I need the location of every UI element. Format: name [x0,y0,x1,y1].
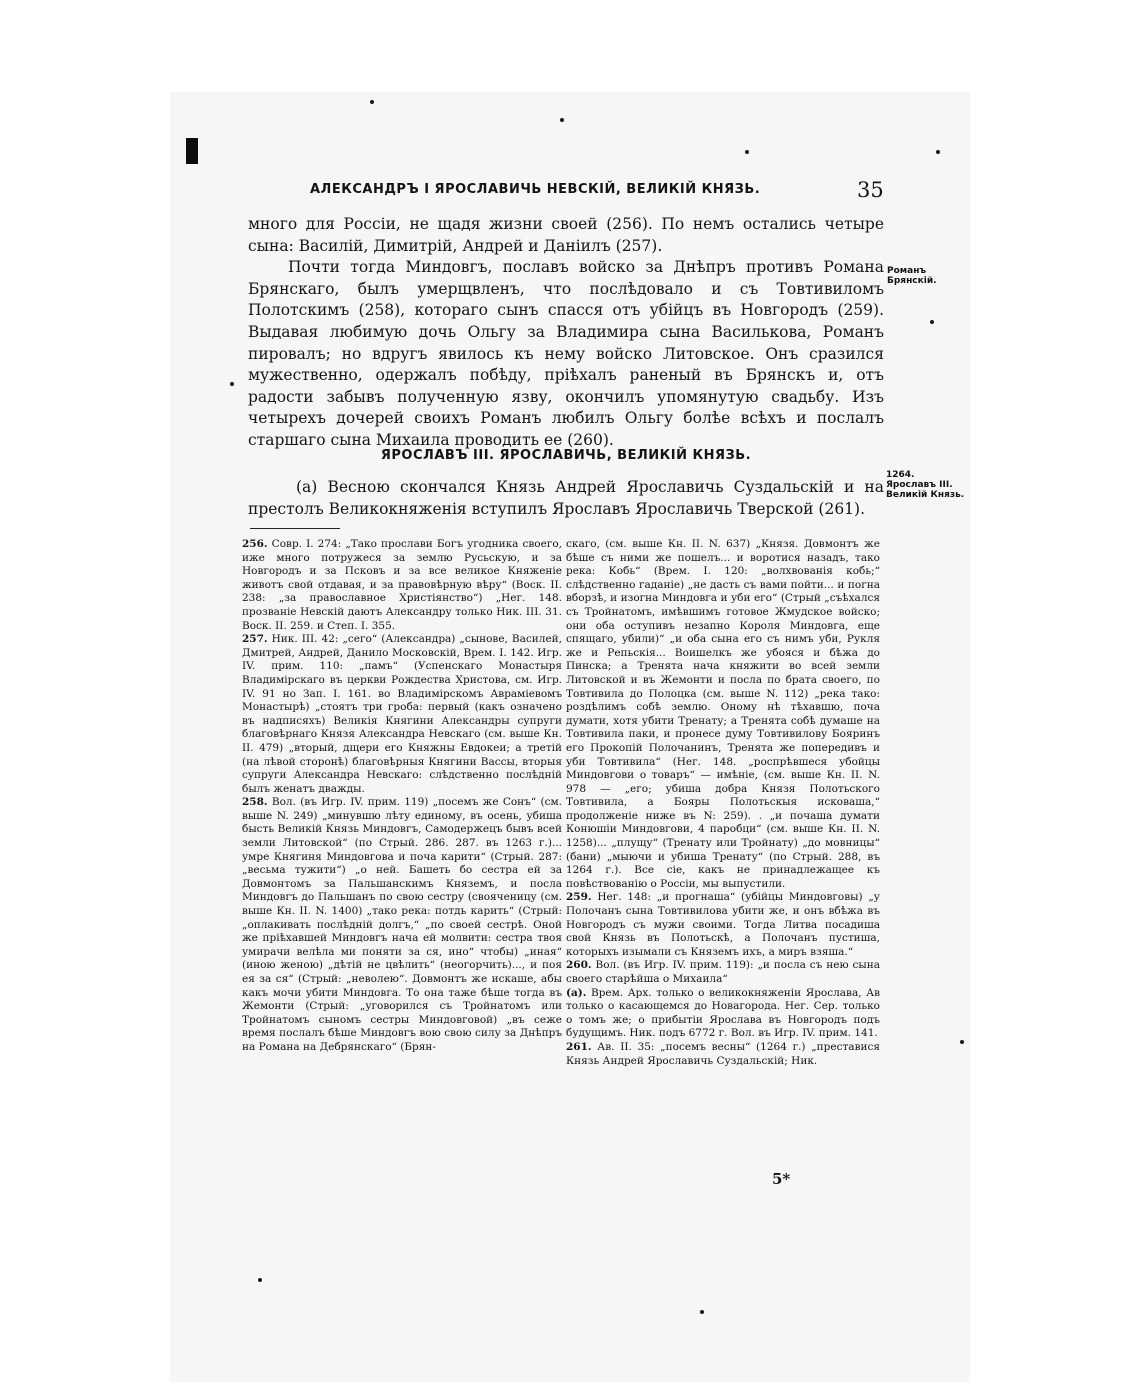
footnote [566,891,880,959]
footnote [566,538,880,891]
footnote [566,959,880,986]
footnote [566,987,880,1041]
running-title: АЛЕКСАНДРЪ I ЯРОСЛАВИЧЬ НЕВСКІЙ, ВЕЛИКІЙ КНЯЗЬ. [310,182,761,197]
footnotes-right-column [566,538,880,1068]
scan-speck [258,1278,262,1282]
footnote-text: Нег. 148: „и прогнаша“ (убійцы Миндовговы) „у Полочанъ сына Товтивилова убити же, и онъ вбѣжа въ Новгородъ съ мужи своими. Тогда Литва посадиша свой Князь въ Полотьскѣ, а Полочанъ пустиша, которыхъ изымали съ Княземъ ихъ, а миръ взяша.“ [566,891,880,958]
footnote-text: Врем. Арх. только о великокняженіи Ярослава, Ав только о касающемся до Новагорода. Нег. Сер. только о томъ же; о прибытіи Ярослава въ Новгородъ подъ будущимъ. Ник. подъ 6772 г. Вол. въ Игр. IV. прим. 141. [566,986,880,1040]
footnote-number: 259. [566,891,592,904]
scan-speck [370,100,374,104]
footnote-text: Вол. (въ Игр. IV. прим. 119) „посемъ же Сонъ“ (см. выше N. 249) „минувшю лѣту единому, въ осень, убиша бысть Великій Князь Миндовгъ, Самодержецъ бывъ всей земли Литовской“ (по Стрый. 286. 287. въ 1263 г.)... умре Княгиня Миндовгова и поча карити“ (Стрый. 287: „весьма тужити“) „о ней. Башеть бо сестра ей за Довмонтомъ за Пальшанскимъ Княземъ, и посла Миндовгъ до Пальшанъ по свою сестру (свояченицу (см. выше Кн. II. N. 1400) „тако река: потдь карить“ (Стрый: „оплакивать послѣдній долгъ,“ „по своей сестрѣ. Оной же пріѣхавшей Миндовгъ нача ей молвити: сестра твоя умирачи велѣла ми поняти за ся, ино“ чтобы) „иная“ (иною женою) „дѣтій не цвѣлить“ (неогорчить)..., и поя ея за ся“ (Стрый: „неволею“. Довмонтъ же искаше, абы какъ мочи убити Миндовга. То она таже бѣше тогда въ Жемонти (Стрый: „уговорился съ Тройнатомъ или Тройнатомъ сыномъ сестры Миндовговой) „въ сеже время послалъ бѣше Миндовгъ вою свою силу за Днѣпръ на Романа на Дебрянскаго“ (Брян- [242,796,562,1053]
margin-yaroslav-text: Ярославъ III. Великій Князь. [886,480,965,500]
printer-signature-mark: 5* [772,1170,791,1188]
footnotes-left-column [242,538,562,1055]
footnote [242,538,562,633]
footnote [242,796,562,1054]
footnote-rule [250,528,340,529]
section-text [248,476,884,520]
margin-note-roman: Романъ Брянскій. [887,266,937,286]
footnote-text: Ав. II. 35: „посемъ весны“ (1264 г.) „преставися Князь Андрей Ярославичь Суздальскій; Ник. [566,1040,880,1067]
scan-speck [560,118,564,122]
footnote-text: скаго, (см. выше Кн. II. N. 637) „Князя. Довмонтъ же бѣше съ ними же пошелъ... и воротися назадъ, тако река: Кобь“ (Врем. I. 120: „волхвованія кобь;“ слѣдственно гаданіе) „не дасть съ вами пойти... и погна вборзѣ, и изогна Миндовга и уби его“ (Стрый „съѣхался съ Тройнатомъ, имѣвшимъ готовое Жмудское войско; они оба оступивъ незапно Короля Миндовга, еще спящаго, убили)“ „и оба сына его съ нимъ уби, Рукля же и Репьскія... Воишелкъ же убояся и бѣжа до Пинска; а Тренята нача княжити во всей земли Литовской и въ Жемонти и посла по брата своего, по Товтивила до Полоцка (см. выше N. 112) „река тако: роздѣлимъ собѣ землю. Оному нѣ тѣхавшю, поча думати, хотя убити Тренату; а Тренята собѣ думаше на Товтивила паки, и пронесе думу Товтивилову Бояринъ его Прокопій Полочанинъ, Тренята же попередивъ и уби Товтивила“ (Нег. 148. „роспрѣвшеся убойцы Миндовгови о товаръ“ — имѣніе, (см. выше Кн. II. N. 978 — „его; убиша добра Князя Полотьского Товтивила, а Бояры Полотьскыя исковаша,“ продолженіе ниже въ N: 259). . „и почаша думати Конюшіи Миндовгови, 4 паробци“ (см. выше Кн. II. N. 1258)... „плущу“ (Тренату или Тройнату) „до мовницы“ (бани) „мыючи и убиша Тренату“ (по Стрый. 288, въ 1264 г.). Все сіе, какъ не принадлежащее къ повѣствованію о Россіи, мы выпустили. [566,538,880,890]
main-paragraph-2: Почти тогда Миндовгъ, пославъ войско за Днѣпръ противъ Романа Брянскаго, былъ умерщвленъ, что послѣдовало и съ Товтивиломъ Полотскимъ (258), котораго сынъ спасся отъ убійцъ въ Новгородъ (259). Выдавая любимую дочь Ольгу за Владимира сына Василькова, Романъ пировалъ; но вдругъ явилось къ нему войско Литовское. Онъ сразился мужественно, одержалъ побѣду, пріѣхалъ раненый въ Брянскъ и, отъ радости забывъ полученную язву, окончилъ упомянутую свадьбу. Изъ четырехъ дочерей своихъ Романъ любилъ Ольгу болѣе всѣхъ и послалъ старшаго сына Михаила проводить ее (260). [248,258,884,449]
footnote-number: 258. [242,796,268,809]
scan-speck [930,320,934,324]
footnote-number: 256. [242,538,268,550]
main-text [248,214,884,452]
footnote-number: (а). [566,986,587,999]
scan-speck [960,1040,964,1044]
footnote-text: Совр. I. 274: „Тако прослави Богъ угодника своего, иже много потружеся за землю Русьскую, и за Новгородъ и за Псковъ и за все великое Княженіе животъ свой отдавая, и за правовѣрную вѣру“ (Воск. II. 238: „за православное Христіянство“) „Нег. 148. прозваніе Невскій даютъ Александру только Ник. III. 31. Воск. II. 259. и Степ. I. 355. [242,538,562,632]
margin-year-text: 1264. [886,470,915,480]
scan-speck [230,382,234,386]
footnote-number: 261. [566,1040,592,1053]
scan-speck [745,150,749,154]
scan-speck [936,150,940,154]
footnote-number: 257. [242,633,268,646]
footnote [242,633,562,796]
scan-edge-mark [186,138,198,164]
footnote-text: Ник. III. 42: „сего“ (Александра) „сынове, Василей, Дмитрей, Андрей, Данило Московскій, Врем. I. 142. Игр. IV. прим. 110: „памъ“ (Успенскаго Монастыря Владимірскаго въ церкви Рождества Христова, см. Игр. IV. 91 но Зап. I. 161. во Владимірскомъ Авраміевомъ Монастырѣ) „стоятъ три гроба: первый (какъ означено въ надписяхъ) Великія Княгини Александры супруги благовѣрнаго Князя Александра Невскаго (см. выше Кн. II. 479) „вторый, дщери его Княжны Евдокеи; а третій (на лѣвой сторонѣ) благовѣрныя Княгини Вассы, вторыя супруги Александра Невскаго: слѣдственно послѣдній былъ женатъ дважды. [242,633,563,795]
main-paragraph-1: много для Россіи, не щадя жизни своей (256). По немъ остались четыре сына: Василій, Димитрій, Андрей и Даніилъ (257). [248,215,884,255]
section-heading: ЯРОСЛАВЪ III. ЯРОСЛАВИЧЬ, ВЕЛИКІЙ КНЯЗЬ. [380,448,752,463]
margin-note-year [886,470,970,500]
footnote [566,1041,880,1068]
footnote-text: Вол. (въ Игр. IV. прим. 119): „и посла съ нею сына своего старѣйша о Михаила“ [566,959,881,985]
footnote-number: 260. [566,959,592,972]
page-number: 35 [857,178,884,202]
scan-speck [700,1310,704,1314]
section-paragraph: (а) Весною скончался Князь Андрей Ярославичь Суздальскій и на престолъ Великокняженія вступилъ Ярославъ Ярославичь Тверской (261). [248,478,884,518]
